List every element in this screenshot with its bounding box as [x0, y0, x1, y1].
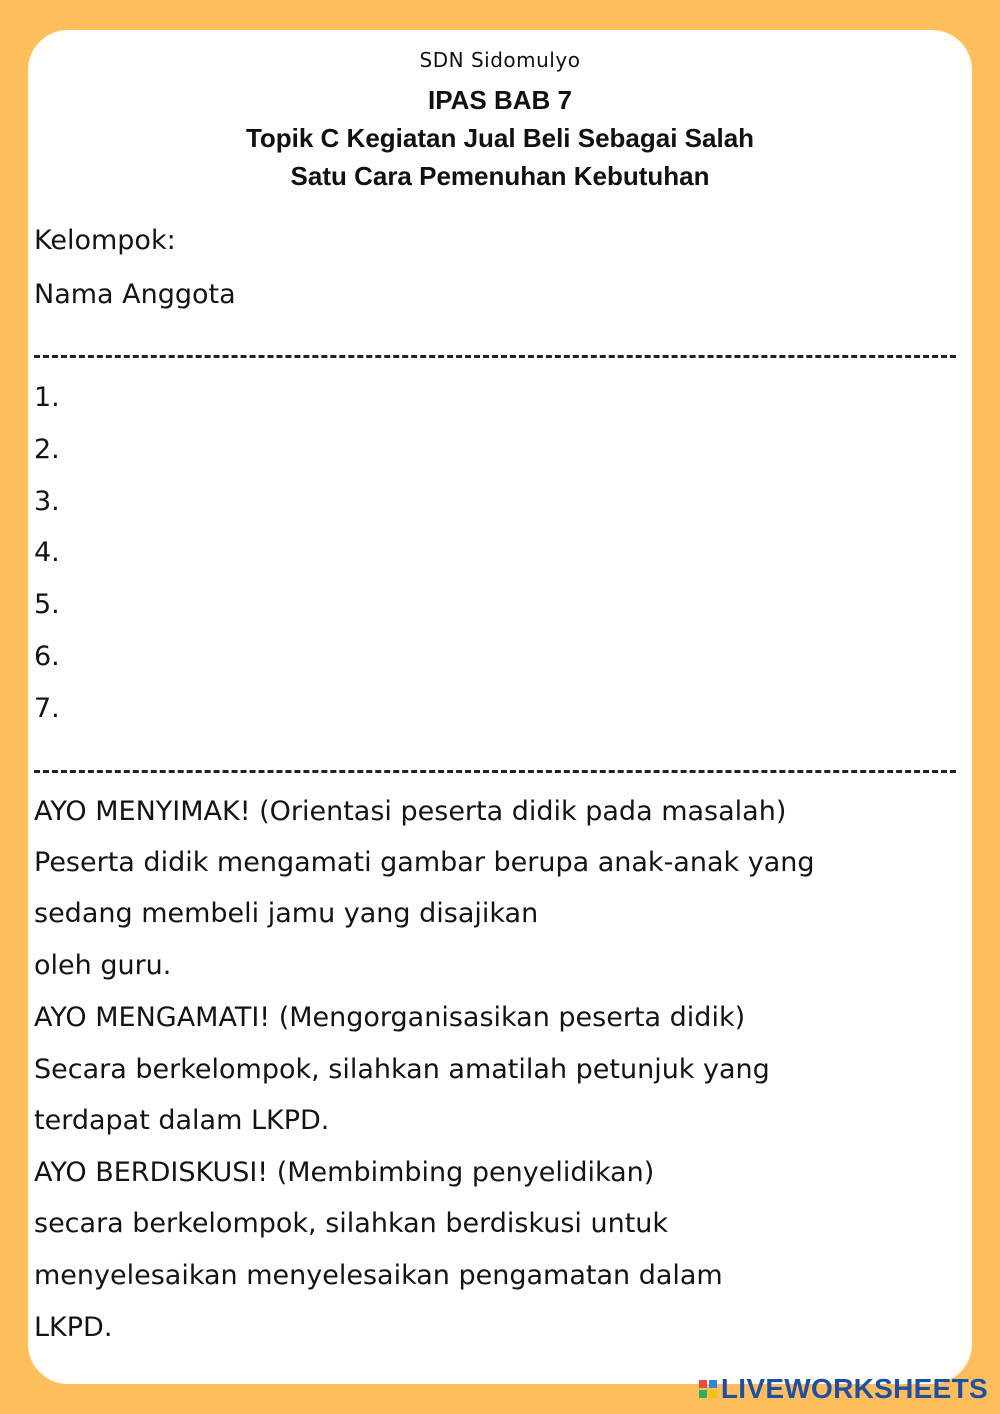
instruction-line: sedang membeli jamu yang disajikan [34, 898, 539, 929]
logo-blocks-icon [699, 1380, 717, 1398]
group-label: Kelompok: [34, 225, 176, 256]
section-heading-menyimak: AYO MENYIMAK! (Orientasi peserta didik pada masalah) [34, 796, 787, 827]
divider-bottom [34, 770, 956, 773]
member-number-2: 2. [34, 434, 60, 465]
school-name: SDN Sidomulyo [419, 48, 581, 72]
member-number-6: 6. [34, 641, 60, 672]
instruction-line: oleh guru. [34, 950, 172, 981]
topic-line-1: Topik C Kegiatan Jual Beli Sebagai Salah [245, 123, 755, 153]
instruction-line: Secara berkelompok, silahkan amatilah petunjuk yang [34, 1054, 770, 1085]
instruction-line: menyelesaikan menyelesaikan pengamatan dalam [34, 1260, 723, 1291]
instruction-line: Peserta didik mengamati gambar berupa anak-anak yang [34, 847, 815, 878]
members-label: Nama Anggota [34, 279, 236, 310]
instruction-line: terdapat dalam LKPD. [34, 1105, 330, 1136]
member-number-4: 4. [34, 537, 60, 568]
member-number-5: 5. [34, 589, 60, 620]
worksheet-title: IPAS BAB 7 [428, 85, 572, 115]
topic-line-2: Satu Cara Pemenuhan Kebutuhan [290, 161, 710, 191]
member-number-3: 3. [34, 486, 60, 517]
instruction-line: LKPD. [34, 1312, 113, 1343]
instruction-line: secara berkelompok, silahkan berdiskusi untuk [34, 1208, 669, 1239]
section-heading-mengamati: AYO MENGAMATI! (Mengorganisasikan peserta didik) [34, 1002, 746, 1033]
member-number-1: 1. [34, 382, 60, 413]
section-heading-berdiskusi: AYO BERDISKUSI! (Membimbing penyelidikan) [34, 1157, 655, 1188]
member-number-7: 7. [34, 693, 60, 724]
brand-name: LIVEWORKSHEETS [720, 1373, 988, 1404]
divider-top [34, 355, 956, 358]
liveworksheets-logo[interactable] [699, 1373, 988, 1405]
